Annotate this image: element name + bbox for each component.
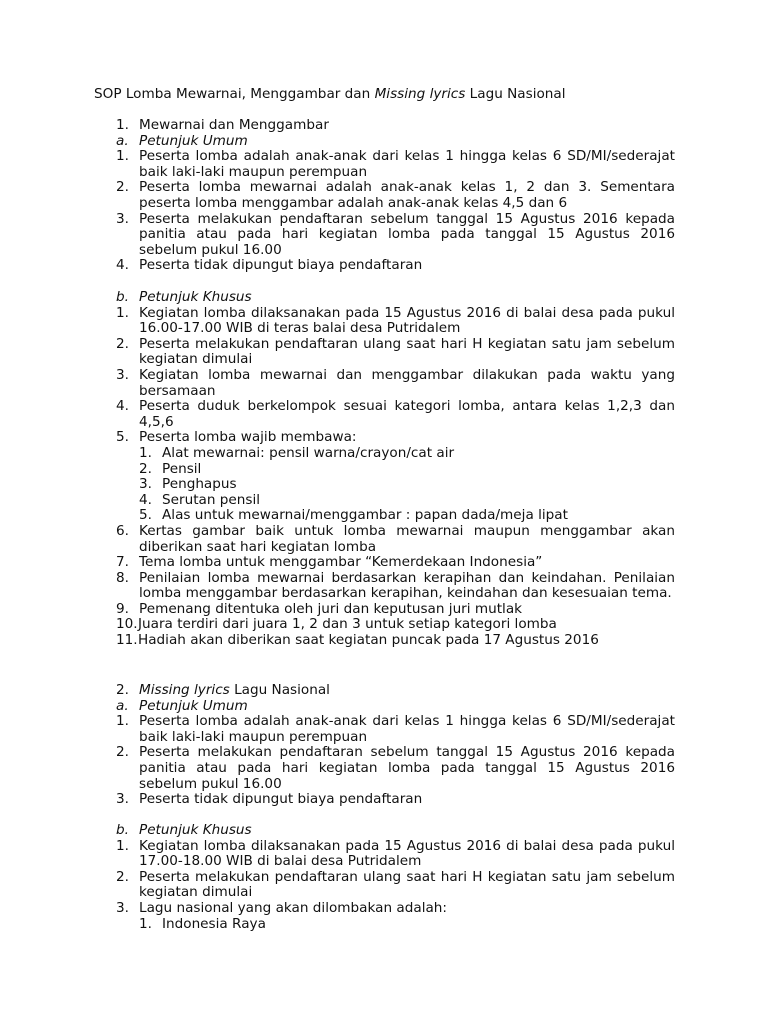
item-text: Peserta tidak dipungut biaya pendaftaran bbox=[139, 257, 423, 274]
section-number: 2. bbox=[116, 682, 129, 698]
item-number: 5. bbox=[139, 507, 152, 524]
item-number: 3. bbox=[116, 791, 129, 808]
sublist-item bbox=[116, 462, 675, 478]
item-number: 7. bbox=[116, 554, 129, 571]
list-item bbox=[116, 306, 675, 337]
item-number: 8. bbox=[116, 569, 129, 586]
item-text: Peserta lomba adalah anak-anak dari kelas 1 hingga kelas 6 SD/MI/sederajat baik laki-laki maupun perempuan bbox=[139, 148, 675, 180]
item-text: Peserta melakukan pendaftaran ulang saat hari H kegiatan satu jam sebelum kegiatan dimulai bbox=[139, 868, 675, 901]
list-item bbox=[116, 571, 675, 602]
item-number: 5. bbox=[116, 429, 129, 446]
list-item bbox=[116, 714, 675, 745]
list-item bbox=[116, 430, 675, 446]
item-number: 3. bbox=[139, 476, 152, 493]
item-number: 2. bbox=[116, 335, 129, 352]
item-number: 3. bbox=[116, 210, 129, 227]
item-text: Peserta tidak dipungut biaya pendaftaran bbox=[139, 791, 423, 808]
sublist-equipment bbox=[116, 446, 675, 524]
list-item bbox=[116, 337, 675, 368]
list-item bbox=[116, 602, 675, 618]
document-title bbox=[94, 87, 694, 103]
subsection-letter: b. bbox=[116, 822, 129, 838]
item-number: 2. bbox=[116, 744, 129, 761]
item-text: Kertas gambar baik untuk lomba mewarnai maupun menggambar akan diberikan saat hari kegiatan lomba bbox=[139, 522, 675, 555]
section-title-italic: Missing lyrics bbox=[139, 682, 230, 698]
item-text: Kegiatan lomba dilaksanakan pada 15 Agustus 2016 di balai desa pada pukul 17.00-18.00 WIB di balai desa Putridalem bbox=[139, 837, 675, 870]
item-number: 1. bbox=[139, 444, 152, 461]
sublist-item bbox=[116, 446, 675, 462]
item-text: Penghapus bbox=[162, 476, 237, 493]
section-1-khusus bbox=[116, 290, 675, 649]
item-text: Peserta duduk berkelompok sesuai kategori lomba, antara kelas 1,2,3 dan 4,5,6 bbox=[139, 398, 675, 430]
list-item bbox=[116, 901, 675, 917]
sublist-item bbox=[116, 917, 675, 933]
item-text: Peserta lomba wajib membawa: bbox=[139, 429, 357, 446]
subsection-title: Petunjuk Khusus bbox=[139, 289, 252, 305]
item-number: 4. bbox=[116, 257, 129, 274]
item-text: Tema lomba untuk menggambar “Kemerdekaan Indonesia” bbox=[139, 554, 543, 571]
item-number: 1. bbox=[116, 713, 129, 730]
item-number: 11. bbox=[116, 632, 138, 649]
item-number: 9. bbox=[116, 600, 129, 617]
item-text: Peserta lomba adalah anak-anak dari kelas 1 hingga kelas 6 SD/MI/sederajat baik laki-laki maupun perempuan bbox=[139, 713, 675, 745]
item-number: 10. bbox=[116, 616, 138, 633]
item-number: 2. bbox=[139, 460, 152, 477]
subsection-heading bbox=[116, 823, 675, 839]
sublist-item bbox=[116, 493, 675, 509]
list-item bbox=[116, 524, 675, 555]
list-item bbox=[116, 745, 675, 792]
sublist-item bbox=[116, 508, 675, 524]
item-text: Peserta lomba mewarnai adalah anak-anak kelas 1, 2 dan 3. Sementara peserta lomba menggambar adalah anak-anak kelas 4,5 dan 6 bbox=[139, 179, 675, 211]
item-text: Alat mewarnai: pensil warna/crayon/cat air bbox=[162, 444, 455, 461]
section-title: Mewarnai dan Menggambar bbox=[139, 117, 329, 133]
item-number: 3. bbox=[116, 899, 129, 916]
item-number: 1. bbox=[139, 915, 152, 932]
item-text: Lagu nasional yang akan dilombakan adalah: bbox=[139, 899, 447, 916]
item-number: 6. bbox=[116, 522, 129, 539]
subsection-heading bbox=[116, 134, 675, 150]
item-text: Kegiatan lomba mewarnai dan menggambar dilakukan pada waktu yang bersamaan bbox=[139, 366, 675, 399]
subsection-letter: b. bbox=[116, 289, 129, 305]
item-number: 1. bbox=[116, 837, 129, 854]
list-item bbox=[116, 149, 675, 180]
list-item bbox=[116, 258, 675, 274]
section-1 bbox=[116, 118, 675, 274]
item-text: Peserta melakukan pendaftaran sebelum tanggal 15 Agustus 2016 kepada panitia atau pada hari kegiatan lomba pada tanggal 15 Agustus 2016 sebelum pukul 16.00 bbox=[139, 210, 675, 258]
list-item bbox=[116, 212, 675, 259]
subsection-title: Petunjuk Umum bbox=[139, 697, 248, 714]
item-text: Penilaian lomba mewarnai berdasarkan kerapihan dan keindahan. Penilaian lomba menggambar berdasarkan kerapihan, keindahan dan kesesuaian tema. bbox=[139, 569, 675, 602]
item-number: 4. bbox=[116, 398, 129, 415]
item-number: 3. bbox=[116, 366, 129, 383]
section-2 bbox=[116, 683, 675, 808]
title-italic: Missing lyrics bbox=[374, 86, 466, 102]
sublist-songs bbox=[116, 917, 675, 933]
item-number: 1. bbox=[116, 148, 129, 165]
section-title-rest: Lagu Nasional bbox=[229, 682, 330, 698]
subsection-letter: a. bbox=[116, 132, 129, 149]
item-text: Kegiatan lomba dilaksanakan pada 15 Agustus 2016 di balai desa pada pukul 16.00-17.00 WIB di teras balai desa Putridalem bbox=[139, 304, 675, 337]
item-number: 1. bbox=[116, 304, 129, 321]
item-text: Indonesia Raya bbox=[162, 915, 266, 932]
section-1-heading bbox=[116, 118, 675, 134]
item-text: Alas untuk mewarnai/menggambar : papan dada/meja lipat bbox=[162, 507, 568, 524]
subsection-letter: a. bbox=[116, 697, 129, 714]
title-suffix: Lagu Nasional bbox=[465, 86, 566, 102]
section-2-heading bbox=[116, 683, 675, 699]
list-item bbox=[116, 870, 675, 901]
item-text: Juara terdiri dari juara 1, 2 dan 3 untuk setiap kategori lomba bbox=[138, 616, 557, 633]
subsection-title: Petunjuk Khusus bbox=[139, 822, 252, 838]
section-number: 1. bbox=[116, 117, 129, 133]
item-number: 4. bbox=[139, 491, 152, 508]
item-text: Hadiah akan diberikan saat kegiatan puncak pada 17 Agustus 2016 bbox=[138, 632, 599, 649]
item-text: Peserta melakukan pendaftaran sebelum tanggal 15 Agustus 2016 kepada panitia atau pada hari kegiatan lomba pada tanggal 15 Agustus 2016 sebelum pukul 16.00 bbox=[139, 744, 675, 792]
list-item bbox=[116, 839, 675, 870]
list-item bbox=[116, 792, 675, 808]
item-number: 2. bbox=[116, 868, 129, 885]
subsection-title: Petunjuk Umum bbox=[139, 132, 248, 149]
list-item bbox=[116, 555, 675, 571]
subsection-heading bbox=[116, 290, 675, 306]
section-2-khusus bbox=[116, 823, 675, 932]
list-item bbox=[116, 368, 675, 399]
item-text: Peserta melakukan pendaftaran ulang saat hari H kegiatan satu jam sebelum kegiatan dimulai bbox=[139, 335, 675, 368]
subsection-heading bbox=[116, 699, 675, 715]
list-item bbox=[116, 633, 675, 649]
list-item bbox=[116, 180, 675, 211]
list-item bbox=[116, 399, 675, 430]
section-title bbox=[139, 683, 675, 699]
item-text: Pemenang ditentuka oleh juri dan keputusan juri mutlak bbox=[139, 600, 523, 617]
list-item bbox=[116, 617, 675, 633]
item-number: 2. bbox=[116, 179, 129, 196]
item-text: Pensil bbox=[162, 460, 202, 477]
sublist-item bbox=[116, 477, 675, 493]
item-text: Serutan pensil bbox=[162, 491, 261, 508]
title-prefix: SOP Lomba Mewarnai, Menggambar dan bbox=[94, 86, 375, 102]
